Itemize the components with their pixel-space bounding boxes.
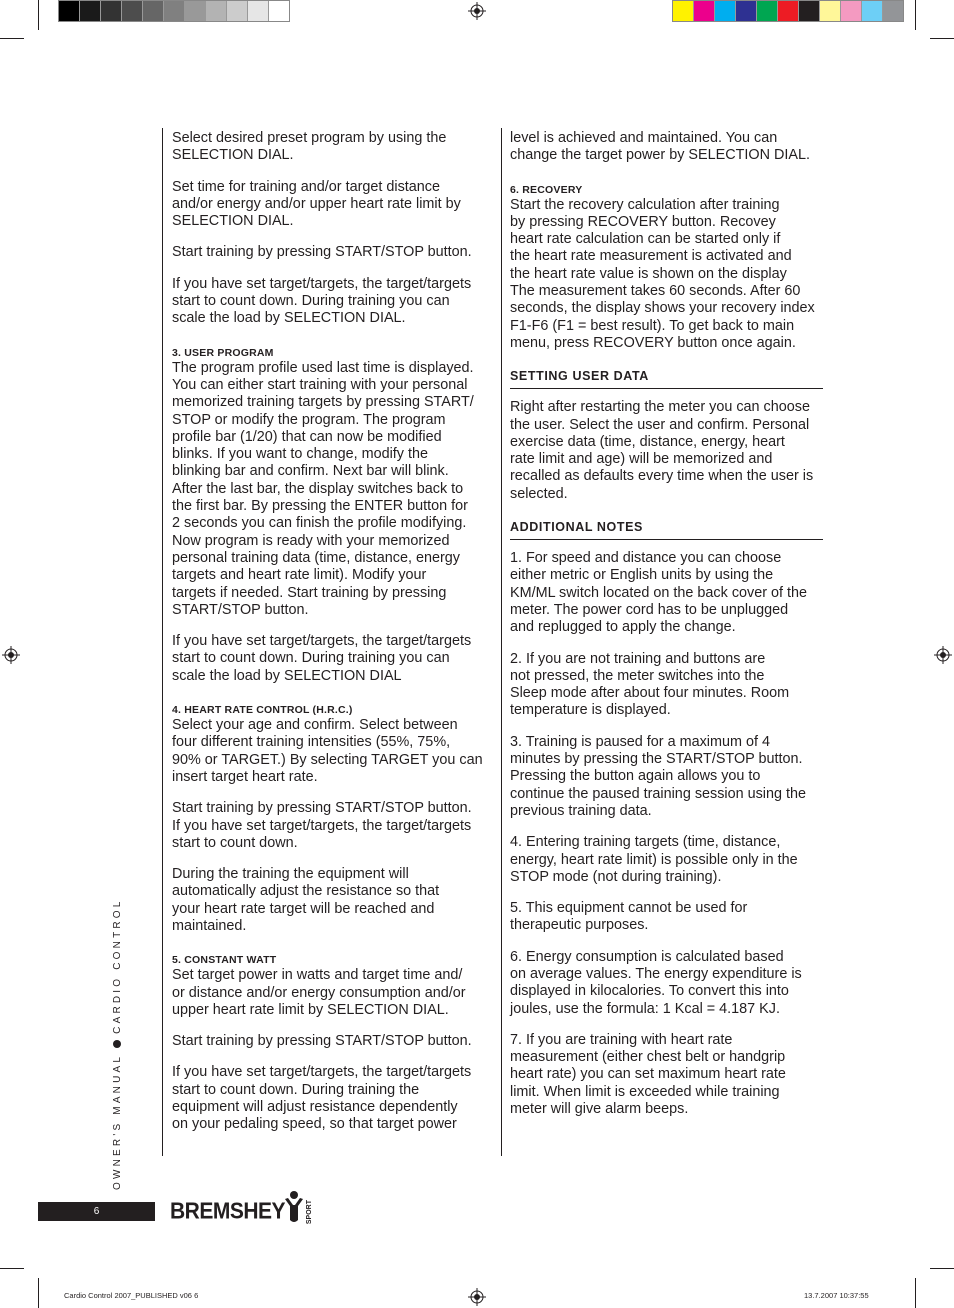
crop-mark <box>0 38 24 39</box>
paragraph: Select desired preset program by using the SELECTION DIAL. <box>172 130 447 164</box>
paragraph: level is achieved and maintained. You can change the target power by SELECTION DIAL. <box>510 130 810 164</box>
color-swatch <box>122 1 143 21</box>
paragraph: Set target power in watts and target time and/ or distance and/or energy consumption and/or upper heart rate limit by SELECTION DIAL. <box>172 967 466 1018</box>
crop-mark <box>0 1268 24 1269</box>
section-heading-constant-watt: 5. CONSTANT WATT <box>172 954 277 967</box>
color-swatch <box>206 1 227 21</box>
page-number: 6 <box>93 1206 100 1217</box>
right-column <box>510 130 823 1132</box>
section-heading-recovery: 6. RECOVERY <box>510 183 583 196</box>
section-heading-additional-notes: ADDITIONAL NOTES <box>510 519 823 540</box>
color-swatch <box>185 1 206 21</box>
color-swatch <box>80 1 101 21</box>
side-label-manual: OWNER'S MANUAL <box>112 1053 123 1190</box>
paragraph: Set time for training and/or target distance and/or energy and/or upper heart rate limit by SELECTION DIAL. <box>172 178 461 230</box>
crop-mark <box>915 0 916 30</box>
paragraph: During the training the equipment will automatically adjust the resistance so that your heart rate target will be reached and maintained. <box>172 866 440 934</box>
paragraph: If you have set target/targets, the target/targets start to count down. During training you can scale the load by SELECTION DIAL <box>172 633 472 684</box>
color-swatch <box>101 1 122 21</box>
color-swatch <box>820 1 841 21</box>
color-swatch <box>883 1 903 21</box>
color-swatch <box>269 1 289 21</box>
brand-figure-icon <box>283 1190 305 1224</box>
color-swatch <box>736 1 757 21</box>
note-item: 2. If you are not training and buttons are not pressed, the meter switches into the Sleep mode after about four minutes. Room temperature is displayed. <box>510 650 790 719</box>
color-swatch <box>778 1 799 21</box>
color-swatch <box>694 1 715 21</box>
note-item: 6. Energy consumption is calculated based on average values. The energy expenditure is displayed in kilocalories. To convert this into joules, use the formula: 1 Kcal = 4.187 KJ. <box>510 948 802 1017</box>
color-swatch <box>841 1 862 21</box>
crop-mark <box>915 1278 916 1308</box>
page-number-box <box>38 1202 155 1221</box>
crop-mark <box>930 38 954 39</box>
note-item: 4. Entering training targets (time, distance, energy, heart rate limit) is possible only in the STOP mode (not during training). <box>510 834 798 885</box>
column-rule-middle <box>501 128 502 1156</box>
brand-sub: SPORT <box>306 1199 314 1224</box>
paragraph: Start training by pressing START/STOP button. <box>172 244 472 261</box>
note-item: 7. If you are training with heart rate measurement (either chest belt or handgrip heart rate) you can set maximum heart rate limit. When limit is exceeded while training meter will give alarm beeps. <box>510 1031 786 1118</box>
color-swatch <box>862 1 883 21</box>
color-swatch <box>227 1 248 21</box>
registration-mark-icon <box>2 646 20 664</box>
left-column <box>172 130 494 1148</box>
side-running-label <box>112 898 123 1190</box>
color-swatch <box>164 1 185 21</box>
paragraph: If you have set target/targets, the target/targets start to count down. During training the equipment will adjust resistance dependently on your pedaling speed, so that target power <box>172 1064 472 1133</box>
section-heading-setting-user-data: SETTING USER DATA <box>510 368 823 389</box>
color-swatch <box>59 1 80 21</box>
paragraph: Start training by pressing START/STOP button. If you have set target/targets, the target/targets start to count down. <box>172 800 472 851</box>
section-heading-user-program: 3. USER PROGRAM <box>172 346 274 359</box>
print-slug-date: 13.7.2007 10:37:55 <box>804 1291 869 1300</box>
color-bar <box>672 0 904 22</box>
note-item: 3. Training is paused for a maximum of 4 minutes by pressing the START/STOP button. Pressing the button again allows you to continue the paused training session using the previous training data. <box>510 733 807 819</box>
registration-mark-icon <box>934 646 952 664</box>
paragraph: Start the recovery calculation after training by pressing RECOVERY button. Recovey heart rate calculation can be started only if the heart rate measurement is activated and the heart rate value is shown on the display The measurement takes 60 seconds. After 60 seconds, the display shows your recovery index F1-F6 (F1 = best result). To get back to main menu, press RECOVERY button once again. <box>510 196 815 351</box>
color-swatch <box>715 1 736 21</box>
color-swatch <box>143 1 164 21</box>
section-heading-heart-rate-control: 4. HEART RATE CONTROL (H.R.C.) <box>172 704 353 717</box>
column-rule-left <box>162 128 163 1156</box>
grayscale-bar <box>58 0 290 22</box>
crop-mark <box>930 1268 954 1269</box>
color-swatch <box>673 1 694 21</box>
brand-logo <box>170 1188 313 1224</box>
paragraph: Right after restarting the meter you can choose the user. Select the user and confirm. Personal exercise data (time, distance, energy, heart rate limit and age) will be memorized and recalled as defaults every time when the user is selected. <box>510 399 814 502</box>
print-slug-file: Cardio Control 2007_PUBLISHED v06 6 <box>64 1291 199 1300</box>
color-swatch <box>248 1 269 21</box>
paragraph: The program profile used last time is displayed. You can either start training with your personal memorized training targets by pressing START/ STOP or modify the program. The program profile bar (1/20) that can now be modified blinks. If you want to change, modify the blinking bar and confirm. Next bar will blink. After the last bar, the display switches back to the first bar. By pressing the ENTER button for 2 seconds you can finish the profile modifying. Now program is ready with your memorized personal training data (time, distance, energy targets and heart rate limit). Modify your targets if needed. Start training by pressing START/STOP button. <box>172 359 474 618</box>
paragraph: Start training by pressing START/STOP button. <box>172 1033 472 1050</box>
registration-mark-icon <box>468 2 486 20</box>
side-label-product: CARDIO CONTROL <box>112 898 123 1034</box>
paragraph: If you have set target/targets, the target/targets start to count down. During training you can scale the load by SELECTION DIAL. <box>172 275 472 327</box>
bullet-dot-icon <box>113 1040 121 1048</box>
paragraph: Select your age and confirm. Select between four different training intensities (55%, 75%, 90% or TARGET.) By selecting TARGET you can insert target heart rate. <box>172 717 483 785</box>
color-swatch <box>799 1 820 21</box>
registration-mark-icon <box>468 1288 486 1306</box>
note-item: 5. This equipment cannot be used for therapeutic purposes. <box>510 900 748 934</box>
brand-name: BREMSHEY <box>170 1198 286 1225</box>
crop-mark <box>38 0 39 30</box>
crop-mark <box>38 1278 39 1308</box>
note-item: 1. For speed and distance you can choose either metric or English units by using the KM/ML switch located on the back cover of the meter. The power cord has to be unplugged and replugged to apply the change. <box>510 550 808 636</box>
color-swatch <box>757 1 778 21</box>
